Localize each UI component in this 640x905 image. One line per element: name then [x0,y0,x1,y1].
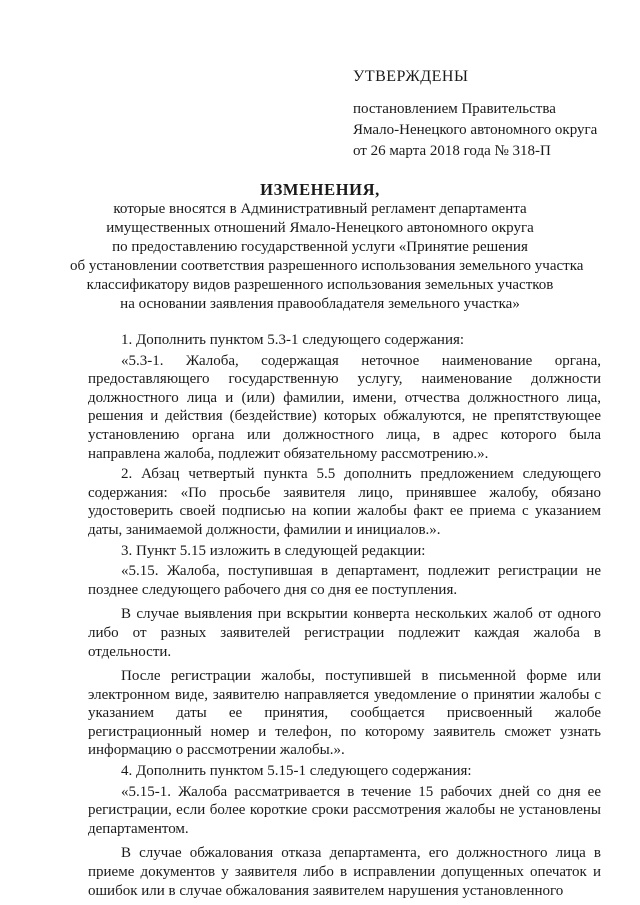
heading-line: которые вносятся в Административный регламент департамента [113,201,527,217]
body-paragraph: «5.15. Жалоба, поступившая в департамент, подлежит регистрации не позднее следующего рабочего дня со дня ее поступления. [88,563,601,598]
approval-line: постановлением Правительства [353,101,556,117]
heading-title: ИЗМЕНЕНИЯ, [260,180,380,199]
document-heading [70,179,584,314]
body-paragraph: 4. Дополнить пунктом 5.15-1 следующего содержания: [121,763,472,780]
heading-line: на основании заявления правообладателя земельного участка» [120,296,520,312]
approval-line: от 26 марта 2018 года № 318-П [353,143,551,159]
body-paragraph: В случае обжалования отказа департамента, его должностного лица в приеме документов у заявителя либо в исправлении допущенных опечаток и ошибок или в случае обжалования заявителем нарушения установленного [88,845,601,899]
heading-line: классификатору видов разрешенного использования земельных участков [86,277,554,293]
body-paragraph: 3. Пункт 5.15 изложить в следующей редакции: [121,542,426,559]
body-paragraph: «5.15-1. Жалоба рассматривается в течение 15 рабочих дней со дня ее регистрации, если более короткие сроки рассмотрения жалобы не установлены департаментом. [88,783,601,837]
body-paragraph: 1. Дополнить пунктом 5.3-1 следующего содержания: [121,332,465,348]
approval-line: Ямало-Ненецкого автономного округа [353,122,598,138]
body-paragraph: В случае выявления при вскрытии конверта нескольких жалоб от одного либо от разных заявителей регистрации подлежит каждая жалоба в отдельности. [88,606,601,660]
document-body [88,331,601,902]
approval-title: УТВЕРЖДЕНЫ [353,68,469,85]
body-paragraph: 2. Абзац четвертый пункта 5.5 дополнить предложением следующего содержания: «По просьбе заявителя лицо, принявшее жалобу, обязано удостоверить своей подписью на копии жалобы факт ее приема с указанием даты, занимаемой должности, фамилии и инициалов.». [88,466,601,538]
body-paragraph: «5.3-1. Жалоба, содержащая неточное наименование органа, предоставляющего государственную услугу, наименование должности должностного лица и (или) фамилии, имени, отчества должностного лица, решения и действия (бездействие) которых обжалуются, не препятствующее установлению органа или должностного лица, в адрес которого была направлена жалоба, подлежит обязательному рассмотрению.». [88,352,601,462]
body-paragraph: После регистрации жалобы, поступившей в письменной форме или электронном виде, заявителю направляется уведомление о принятии жалобы с указанием даты ее принятия, сообщается присвоенный жалобе регистрационный номер и телефон, по которому заявитель сможет узнать информацию о рассмотрении жалобы.». [88,668,601,759]
heading-line: по предоставлению государственной услуги «Принятие решения [112,239,528,255]
heading-line: об установлении соответствия разрешенного использования земельного участка [70,258,584,274]
approval-block [353,66,623,162]
heading-line: имущественных отношений Ямало-Ненецкого автономного округа [106,220,534,236]
